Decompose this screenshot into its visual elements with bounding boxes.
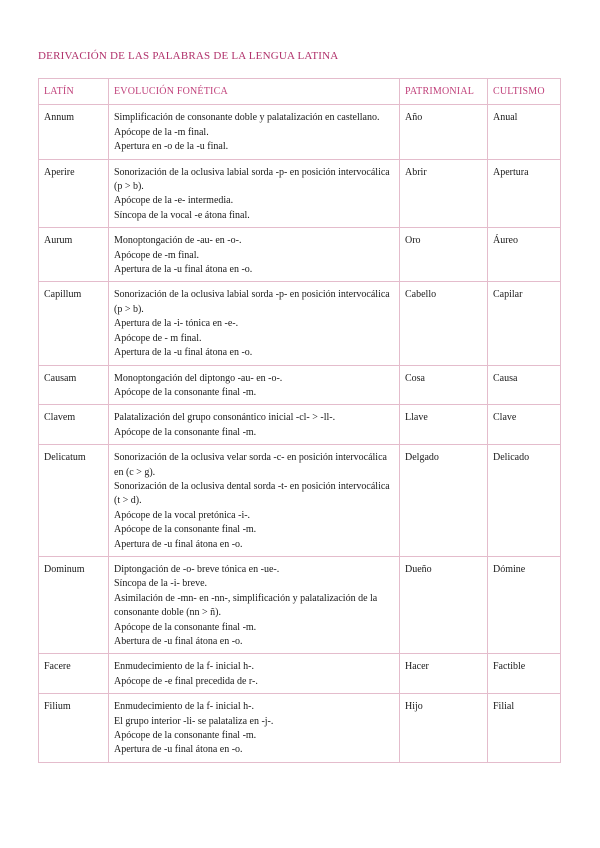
table-row [39, 282, 561, 365]
latin-word: Dominum [39, 556, 109, 653]
evolution-step: Sonorización de la oclusiva dental sorda -t- en posición intervocálica (t > d). [114, 480, 390, 507]
evolution-step: Apertura en -o de la -u final. [114, 141, 229, 153]
patrimonial-word: Hijo [400, 694, 488, 763]
table-row [39, 159, 561, 228]
phonetic-evolution [109, 159, 400, 228]
evolution-step: Asimilación de -mn- en -nn-, simplificación y palatalización de la consonante doble (nn > ñ). [114, 592, 378, 619]
evolution-step: Apócope de -m final. [114, 249, 199, 261]
cultismo-word: Filial [488, 694, 561, 763]
evolution-step: Apócope de la consonante final -m. [114, 426, 257, 438]
phonetic-evolution [109, 365, 400, 405]
evolution-step: Sonorización de la oclusiva velar sorda -c- en posición intervocálica en (c > g). [114, 452, 387, 478]
evolution-step: Enmudecimiento de la f- inicial h-. [114, 661, 254, 673]
evolution-step: Sonorización de la oclusiva labial sorda -p- en posición intervocálica (p > b). [114, 289, 390, 315]
table-row [39, 228, 561, 282]
table-row [39, 445, 561, 557]
table-row [39, 694, 561, 763]
latin-word: Filium [39, 694, 109, 763]
table-body [39, 105, 561, 762]
latin-word: Aurum [39, 228, 109, 282]
patrimonial-word: Hacer [400, 654, 488, 694]
cultismo-word: Factible [488, 654, 561, 694]
phonetic-evolution [109, 694, 400, 763]
latin-word: Causam [39, 365, 109, 405]
table-row [39, 365, 561, 405]
table-row [39, 654, 561, 694]
phonetic-evolution [109, 405, 400, 445]
evolution-step: Apócope de la consonante final -m. [114, 621, 257, 633]
evolution-step: Apócope de la consonante final -m. [114, 524, 257, 536]
cultismo-word: Delicado [488, 445, 561, 557]
evolution-step: Palatalización del grupo consonántico inicial -cl- > -ll-. [114, 412, 336, 424]
evolution-step: Diptongación de -o- breve tónica en -ue-. [114, 563, 280, 575]
latin-word: Facere [39, 654, 109, 694]
evolution-step: Apócope de la vocal pretónica -i-. [114, 509, 251, 521]
header-patrimonial: PATRIMONIAL [400, 79, 488, 105]
evolution-step: Apócope de la -m final. [114, 126, 209, 138]
evolution-step: Sonorización de la oclusiva labial sorda -p- en posición intervocálica (p > b). [114, 166, 390, 193]
derivation-table [38, 78, 561, 763]
patrimonial-word: Cosa [400, 365, 488, 405]
evolution-step: Síncopa de la vocal -e átona final. [114, 209, 250, 221]
latin-word: Delicatum [39, 445, 109, 557]
header-evolution: EVOLUCIÓN FONÉTICA [109, 79, 400, 105]
phonetic-evolution [109, 282, 400, 365]
cultismo-word: Apertura [488, 159, 561, 228]
evolution-step: Apertura de la -i- tónica en -e-. [114, 318, 239, 330]
header-cultismo: CULTISMO [488, 79, 561, 105]
latin-word: Annum [39, 105, 109, 159]
evolution-step: El grupo interior -li- se palataliza en -j-. [114, 715, 274, 727]
table-row [39, 556, 561, 653]
evolution-step: Apócope de -e final precedida de r-. [114, 675, 258, 687]
patrimonial-word: Año [400, 105, 488, 159]
evolution-step: Apertura de -u final átona en -o. [114, 538, 243, 550]
cultismo-word: Anual [488, 105, 561, 159]
evolution-step: Apócope de la consonante final -m. [114, 386, 257, 398]
evolution-step: Apócope de la consonante final -m. [114, 730, 257, 742]
cultismo-word: Causa [488, 365, 561, 405]
evolution-step: Apócope de - m final. [114, 332, 202, 344]
evolution-step: Apertura de la -u final átona en -o. [114, 347, 253, 359]
evolution-step: Apertura de -u final átona en -o. [114, 744, 243, 756]
table-header-row [39, 79, 561, 105]
evolution-step: Apertura de la -u final átona en -o. [114, 264, 253, 276]
evolution-step: Monoptongación del diptongo -au- en -o-. [114, 372, 283, 384]
cultismo-word: Dómine [488, 556, 561, 653]
evolution-step: Abertura de -u final átona en -o. [114, 636, 243, 647]
phonetic-evolution [109, 105, 400, 159]
latin-word: Clavem [39, 405, 109, 445]
patrimonial-word: Delgado [400, 445, 488, 557]
table-row [39, 405, 561, 445]
patrimonial-word: Abrir [400, 159, 488, 228]
header-latin: LATÍN [39, 79, 109, 105]
patrimonial-word: Dueño [400, 556, 488, 653]
latin-word: Capillum [39, 282, 109, 365]
phonetic-evolution [109, 556, 400, 653]
table-row [39, 105, 561, 159]
cultismo-word: Áureo [488, 228, 561, 282]
cultismo-word: Clave [488, 405, 561, 445]
phonetic-evolution [109, 654, 400, 694]
evolution-step: Enmudecimiento de la f- inicial h-. [114, 701, 254, 713]
patrimonial-word: Llave [400, 405, 488, 445]
evolution-step: Síncopa de la -i- breve. [114, 578, 208, 590]
evolution-step: Simplificación de consonante doble y palatalización en castellano. [114, 112, 380, 124]
cultismo-word: Capilar [488, 282, 561, 365]
page-title: DERIVACIÓN DE LAS PALABRAS DE LA LENGUA LATINA [38, 50, 339, 62]
latin-word: Aperire [39, 159, 109, 228]
evolution-step: Apócope de la -e- intermedia. [114, 195, 234, 207]
evolution-step: Monoptongación de -au- en -o-. [114, 235, 242, 247]
phonetic-evolution [109, 445, 400, 557]
phonetic-evolution [109, 228, 400, 282]
patrimonial-word: Cabello [400, 282, 488, 365]
patrimonial-word: Oro [400, 228, 488, 282]
